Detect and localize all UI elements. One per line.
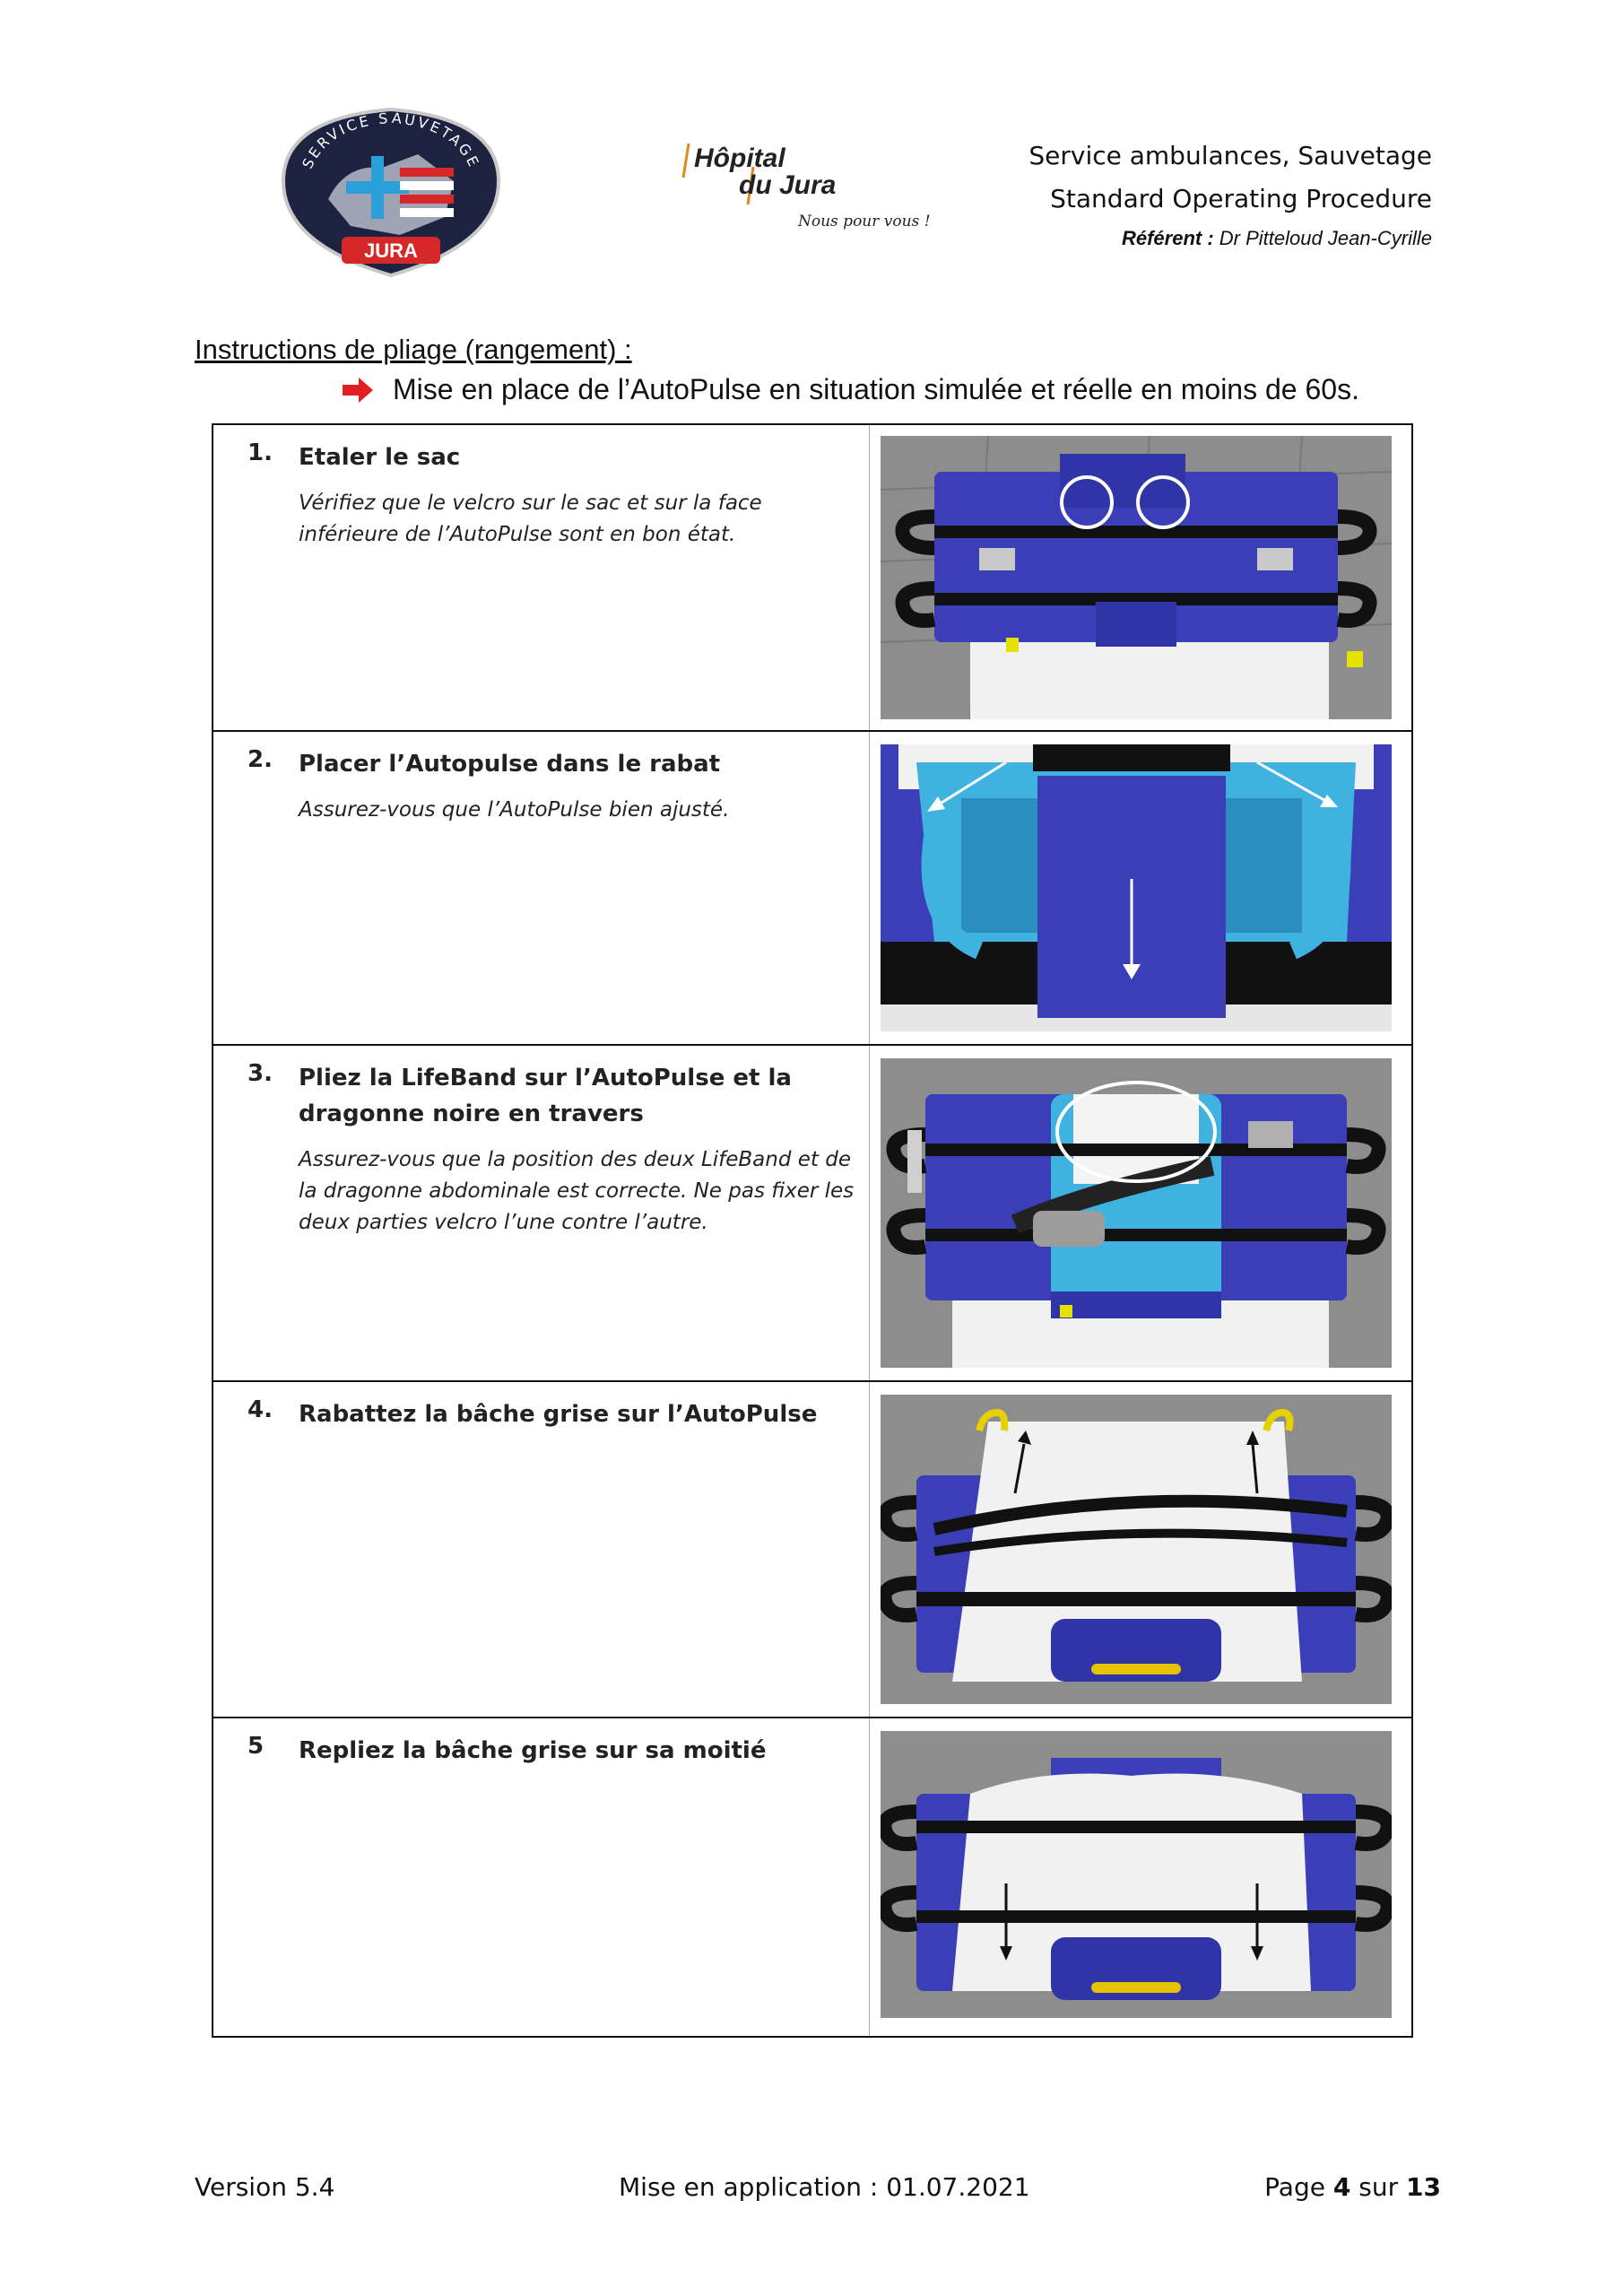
intro-bullet [343, 373, 1359, 406]
step-photo-1 [881, 436, 1392, 719]
step-description: Vérifiez que le velcro sur le sac et sur la face inférieure de l’AutoPulse sont en bon état. [299, 491, 762, 546]
step-title: Rabattez la bâche grise sur l’AutoPulse [299, 1401, 818, 1428]
step-row-3 [213, 1046, 1411, 1382]
service-sauvetage-badge [265, 100, 516, 280]
step-row-4 [213, 1382, 1411, 1718]
footer-effective-date: Mise en application : 01.07.2021 [619, 2172, 1030, 2202]
service-line: Service ambulances, Sauvetage [1028, 141, 1432, 170]
intro-text: Mise en place de l’AutoPulse en situation simulée et réelle en moins de 60s. [393, 373, 1359, 405]
step-row-2 [213, 732, 1411, 1046]
step-title: Pliez la LifeBand sur l’AutoPulse et la dragonne noire en travers [299, 1065, 792, 1127]
step-photo-4 [881, 1395, 1392, 1704]
step-number: 2. [247, 746, 273, 773]
step-photo-5 [881, 1731, 1392, 2018]
step-row-1 [213, 425, 1411, 732]
step-title: Etaler le sac [299, 444, 461, 471]
step-row-5 [213, 1718, 1411, 2036]
step-photo-2 [881, 744, 1392, 1031]
svg-text:Nous pour vous !: Nous pour vous ! [798, 213, 931, 230]
step-title: Repliez la bâche grise sur sa moitié [299, 1737, 767, 1764]
footer-page-number: Page 4 sur 13 [1264, 2172, 1441, 2202]
step-description: Assurez-vous que l’AutoPulse bien ajusté. [299, 798, 730, 822]
hopital-du-jura-logo [681, 135, 950, 242]
svg-text:du Jura: du Jura [739, 170, 837, 200]
step-description: Assurez-vous que la position des deux LifeBand et de la dragonne abdominale est correcte. Ne pas fixer les deux parties velcro l’une contre l’autre. [299, 1148, 855, 1234]
step-number: 1. [247, 439, 273, 466]
sop-line: Standard Operating Procedure [1050, 184, 1432, 213]
svg-text:JURA: JURA [364, 239, 418, 262]
section-title: Instructions de pliage (rangement) : [195, 334, 632, 365]
steps-table [212, 423, 1413, 2038]
step-photo-3 [881, 1058, 1392, 1368]
footer-version: Version 5.4 [195, 2172, 335, 2202]
svg-text:Hôpital: Hôpital [694, 144, 785, 173]
bullet-arrow-icon [343, 378, 373, 403]
step-title: Placer l’Autopulse dans le rabat [299, 751, 721, 778]
referent-line: Référent : Dr Pitteloud Jean-Cyrille [1121, 227, 1432, 249]
step-number: 4. [247, 1396, 273, 1423]
step-number: 3. [247, 1060, 273, 1087]
step-number: 5 [247, 1733, 265, 1760]
document-header-info [1028, 135, 1432, 257]
svg-text:SERVICE SAUVETAGE: SERVICE SAUVETAGE [299, 109, 483, 172]
